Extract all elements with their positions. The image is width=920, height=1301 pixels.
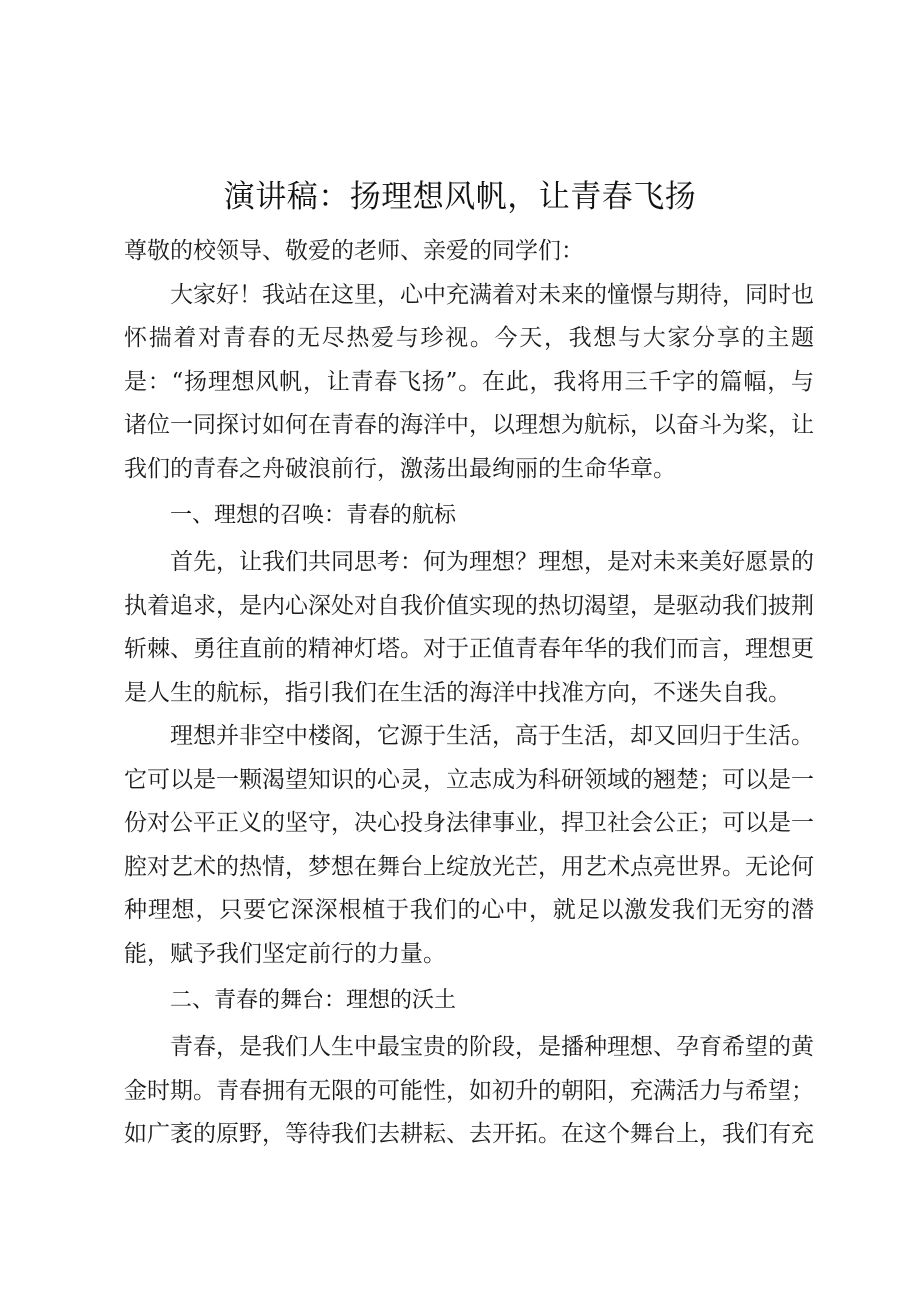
section-heading-2: 二、青春的舞台：理想的沃土 <box>170 988 457 1013</box>
section-1-paragraph-2: 理想并非空中楼阁，它源于生活，高于生活，却又回归于生活。它可以是一颗渴望知识的心灵，立志成为科研领域的翘楚；可以是一份对公平正义的坚守，决心投身法律事业，捍卫社会公正；可以是一腔对艺术的热情，梦想在舞台上绽放光芒，用艺术点亮世界。无论何种理想，只要它深深根植于我们的心中，就足以激发我们无穷的潜能，赋予我们坚定前行的力量。 <box>124 723 814 967</box>
section-2-paragraph-1: 青春，是我们人生中最宝贵的阶段，是播种理想、孕育希望的黄金时期。青春拥有无限的可能性，如初升的朝阳，充满活力与希望；如广袤的原野，等待我们去耕耘、去开拓。在这个舞台上，我们有充 <box>124 1034 814 1147</box>
document-title: 演讲稿：扬理想风帆，让青春飞扬 <box>223 179 697 215</box>
section-heading-1: 一、理想的召唤：青春的航标 <box>170 503 457 528</box>
section-1-paragraph-1: 首先，让我们共同思考：何为理想？理想，是对未来美好愿景的执着追求，是内心深处对自我价值实现的热切渴望，是驱动我们披荆斩棘、勇往直前的精神灯塔。对于正值青春年华的我们而言，理想更是人生的航标，指引我们在生活的海洋中找准方向，不迷失自我。 <box>124 549 814 706</box>
document-body <box>124 230 814 1157</box>
salutation: 尊敬的校领导、敬爱的老师、亲爱的同学们： <box>124 238 584 264</box>
intro-paragraph: 大家好！我站在这里，心中充满着对未来的憧憬与期待，同时也怀揣着对青春的无尽热爱与珍视。今天，我想与大家分享的主题是：“扬理想风帆，让青春飞扬”。在此，我将用三千字的篇幅，与诸位一同探讨如何在青春的海洋中，以理想为航标，以奋斗为桨，让我们的青春之舟破浪前行，激荡出最绚丽的生命华章。 <box>124 281 814 482</box>
